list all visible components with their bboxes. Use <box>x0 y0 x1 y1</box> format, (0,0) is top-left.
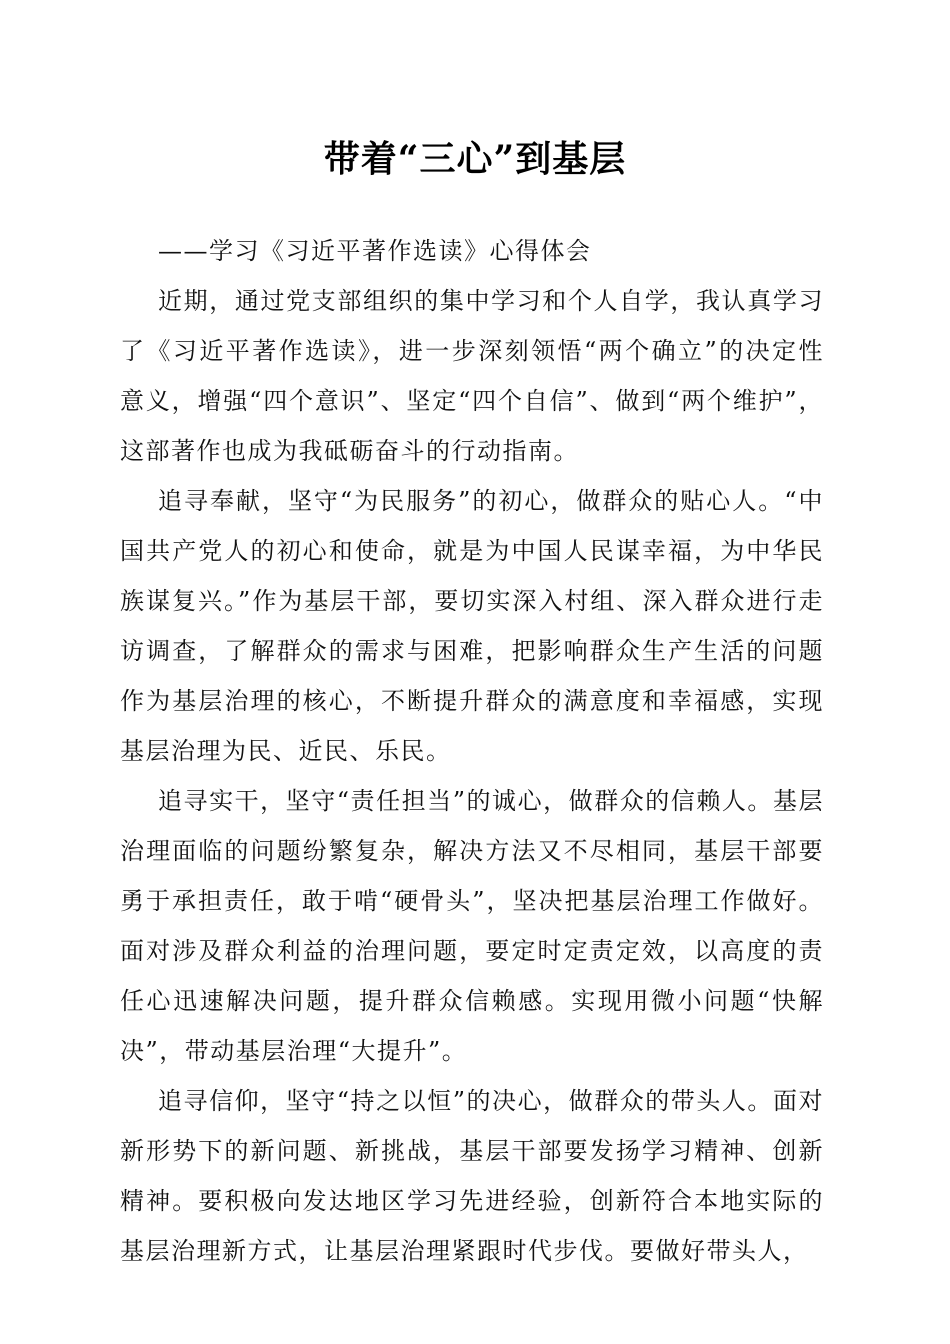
paragraph-intro: 近期，通过党支部组织的集中学习和个人自学，我认真学习了《习近平著作选读》，进一步深刻领悟“两个确立”的决定性意义，增强“四个意识”、坚定“四个自信”、做到“两个维护”，这部著作也成为我砥砺奋斗的行动指南。 <box>120 287 824 465</box>
paragraph-hard-work: 追寻实干，坚守“责任担当”的诚心，做群众的信赖人。基层治理面临的问题纷繁复杂，解决方法又不尽相同，基层干部要勇于承担责任，敢于啃“硬骨头”，坚决把基层治理工作做好。面对涉及群众利益的治理问题，要定时定责定效，以高度的责任心迅速解决问题，提升群众信赖感。实现用微小问题“快解决”，带动基层治理“大提升”。 <box>120 787 824 1065</box>
document-body <box>120 226 824 1276</box>
paragraph-faith: 追寻信仰，坚守“持之以恒”的决心，做群众的带头人。面对新形势下的新问题、新挑战，基层干部要发扬学习精神、创新精神。要积极向发达地区学习先进经验，创新符合本地实际的基层治理新方式，让基层治理紧跟时代步伐。要做好带头人， <box>120 1087 824 1265</box>
document-title: 带着“三心”到基层 <box>323 138 627 180</box>
paragraph-dedication: 追寻奉献，坚守“为民服务”的初心，做群众的贴心人。“中国共产党人的初心和使命，就是为中国人民谋幸福，为中华民族谋复兴。”作为基层干部，要切实深入村组、深入群众进行走访调查，了解群众的需求与困难，把影响群众生产生活的问题作为基层治理的核心，不断提升群众的满意度和幸福感，实现基层治理为民、近民、乐民。 <box>120 487 824 765</box>
document-subtitle: ——学习《习近平著作选读》心得体会 <box>158 237 592 265</box>
